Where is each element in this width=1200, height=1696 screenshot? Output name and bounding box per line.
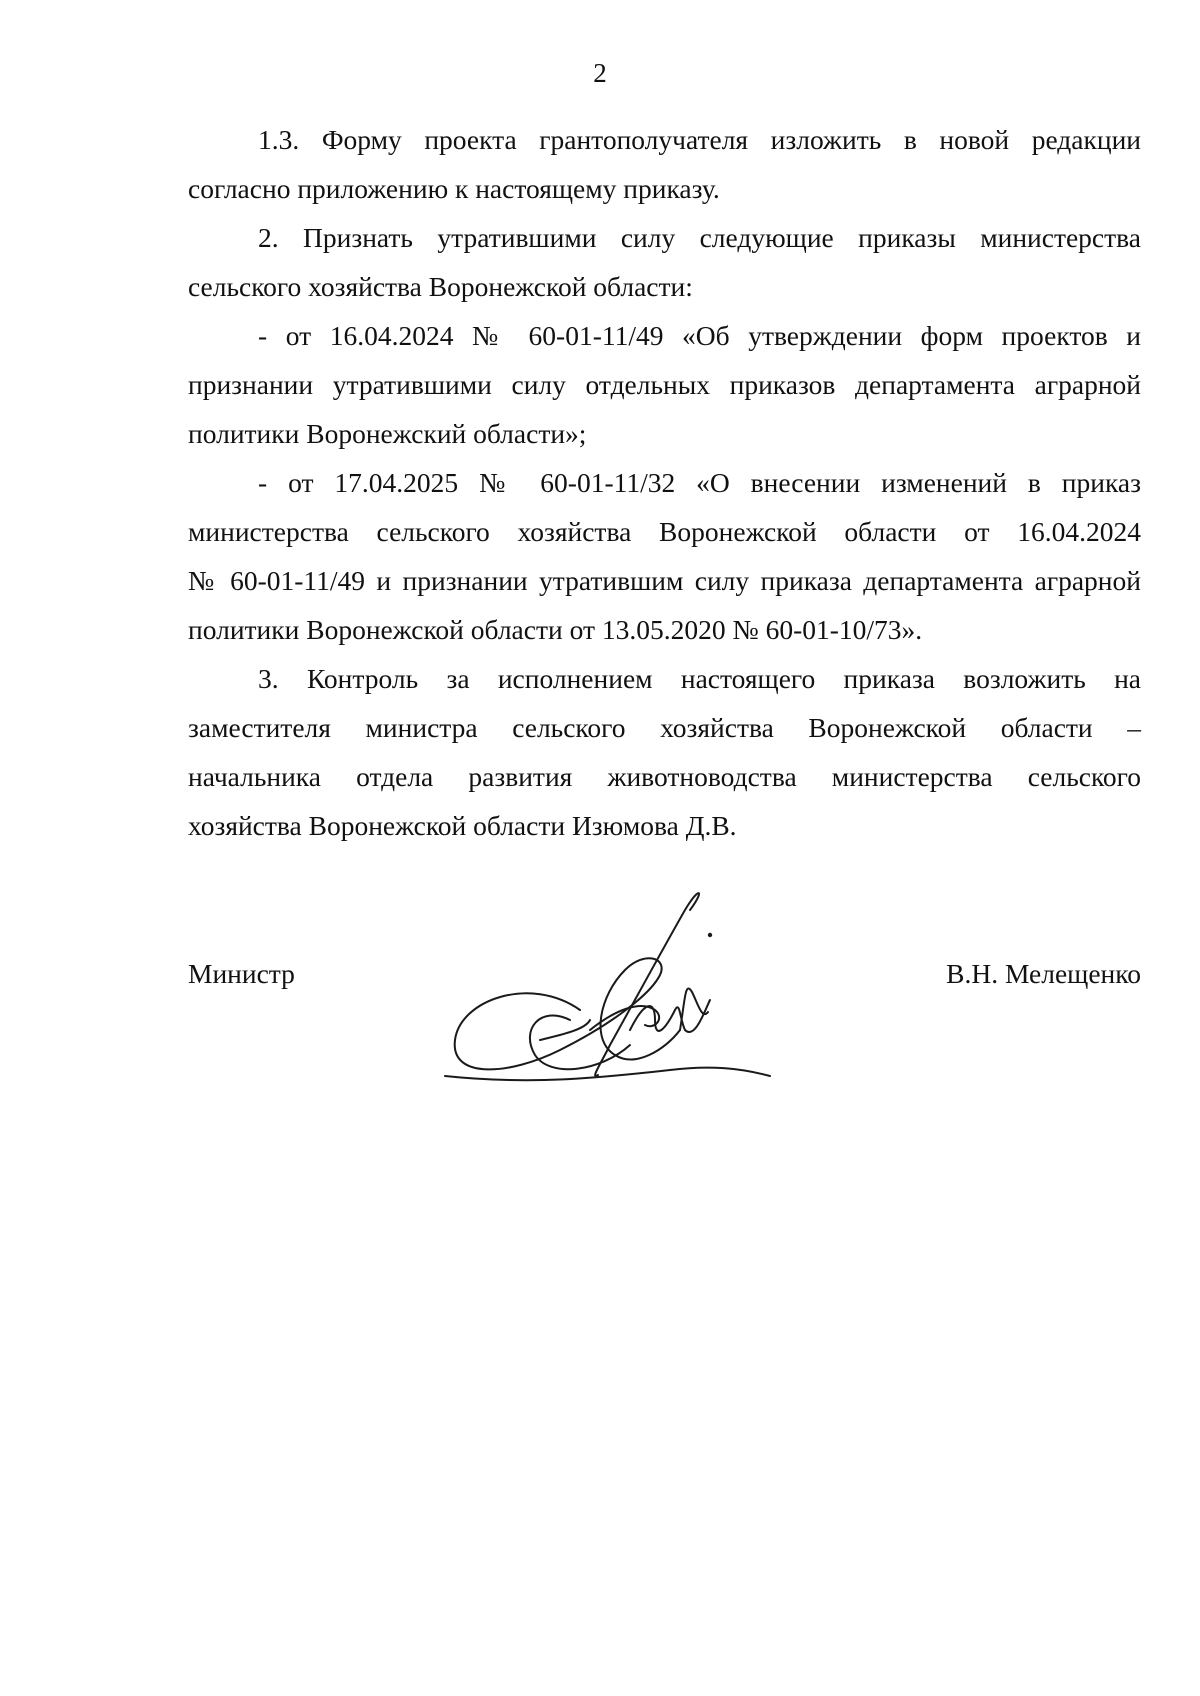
paragraph-1-3 [188,115,1141,213]
paragraph-2 [188,213,1141,311]
paragraph-line: признании утратившими силу отдельных приказов департамента аграрной [188,369,1141,400]
paragraph-line: заместителя министра сельского хозяйства Воронежской области – [188,712,1141,743]
paragraph-line: - от 17.04.2025 № 60-01-11/32 «О внесении изменений в приказ [258,467,1141,498]
repealed-order-item-2 [188,458,1141,654]
signatory-name: В.Н. Мелещенко [946,958,1141,989]
paragraph-line: 3. Контроль за исполнением настоящего приказа возложить на [258,663,1141,694]
paragraph-line: № 60-01-11/49 и признании утратившим силу приказа департамента аграрной [188,565,1141,596]
paragraph-line: хозяйства Воронежской области Изюмова Д.В. [188,810,737,841]
paragraph-line: 1.3. Форму проекта грантополучателя изложить в новой редакции [258,124,1141,155]
paragraph-line: 2. Признать утратившими силу следующие приказы министерства [258,222,1141,253]
paragraph-line: министерства сельского хозяйства Воронежской области от 16.04.2024 [188,516,1141,547]
paragraph-line: начальника отдела развития животноводства министерства сельского [188,761,1141,792]
handwritten-signature [440,880,840,1100]
signatory-title: Министр [188,958,295,989]
page-number: 2 [593,58,607,88]
paragraph-line: - от 16.04.2024 № 60-01-11/49 «Об утверждении форм проектов и [258,320,1141,351]
paragraph-line: согласно приложению к настоящему приказу. [188,173,720,204]
paragraph-3 [188,654,1141,850]
paragraph-line: политики Воронежской области от 13.05.2020 № 60-01-10/73». [188,614,923,645]
paragraph-line: сельского хозяйства Воронежской области: [188,271,693,302]
paragraph-line: политики Воронежский области»; [188,418,587,449]
repealed-order-item-1 [188,311,1141,458]
